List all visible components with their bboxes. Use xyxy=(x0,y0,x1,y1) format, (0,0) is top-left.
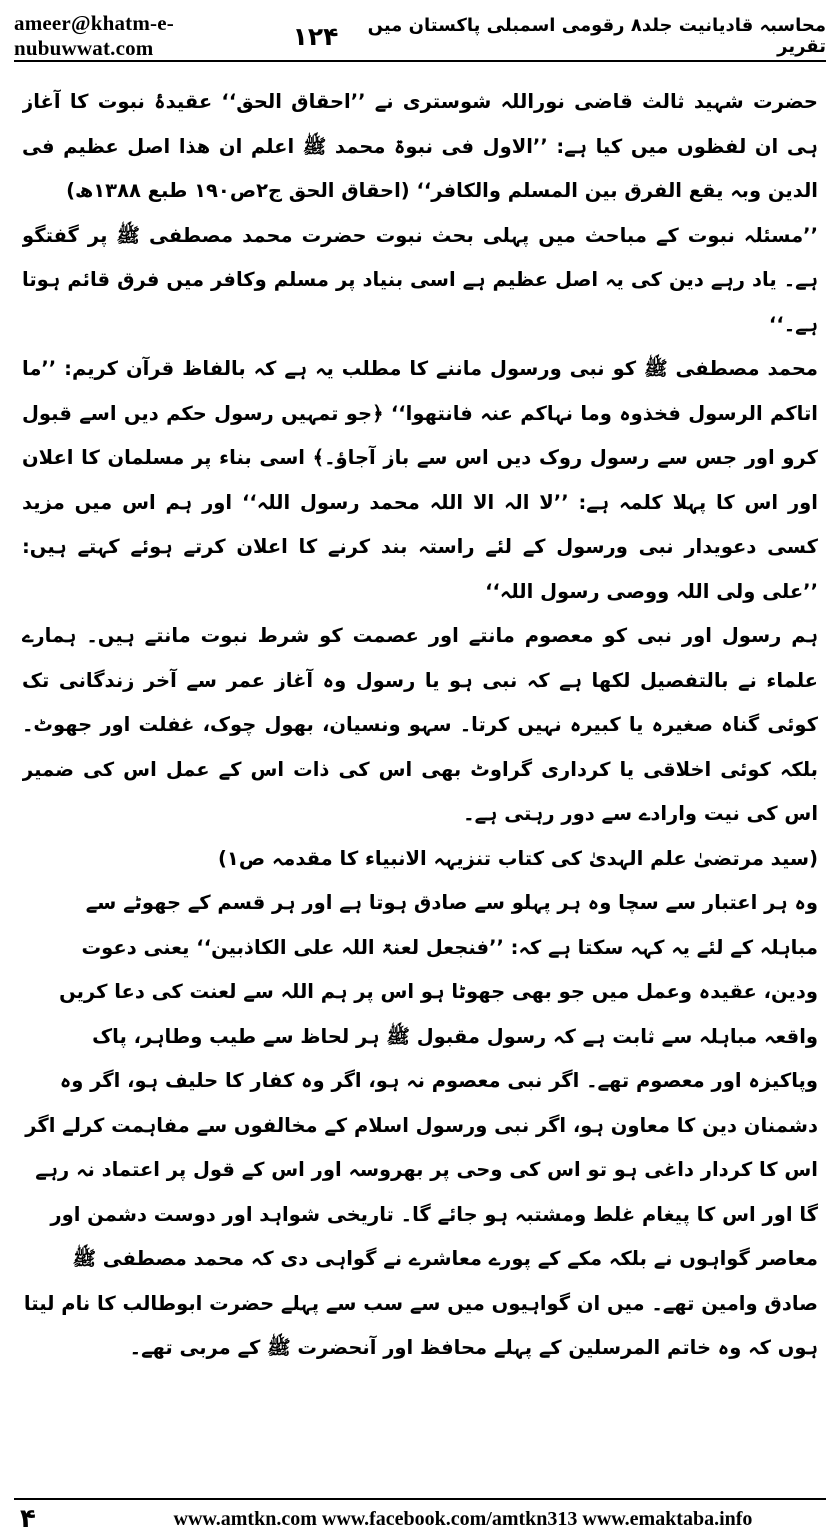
header-rule xyxy=(14,60,826,62)
paragraph-5: وہ ہر اعتبار سے سچا وہ ہر پہلو سے صادق ہوتا ہے اور ہر قسم کے جھوٹے سے مباہلہ کے لئے یہ کہہ سکتا ہے کہ: ’’فنجعل لعنۃ اللہ علی الکاذبین‘‘ یعنی دعوت ودین، عقیدہ وعمل میں جو بھی جھوٹا ہو اس پر ہم اللہ سے لعنت کی دعا کریں واقعہ مباہلہ سے ثابت ہے کہ رسول مقبول ﷺ ہر لحاظ سے طیب وطاہر، پاک وپاکیزہ اور معصوم تھے۔ اگر نبی معصوم نہ ہو، اگر وہ کفار کا حلیف ہو، اگر وہ دشمنان دین کا معاون ہو، اگر نبی ورسول اسلام کے مخالفوں سے مفاہمت کرلے اگر اس کا کردار داغی ہو تو اس کی وحی پر بھروسہ اور اس کے قول پر اعتماد نہ رہے گا اور اس کا پیغام غلط ومشتبہ ہو جائے گا۔ تاریخی شواہد اور دوست دشمن اور معاصر گواہوں نے بلکہ مکے کے پورے معاشرے نے گواہی دی کہ محمد مصطفی ﷺ صادق وامین تھے۔ میں ان گواہیوں میں سے سب سے پہلے حضرت ابوطالب کا نام لیتا ہوں کہ وہ خاتم المرسلین کے پہلے محافظ اور آنحضرت ﷺ کے مربی تھے۔ xyxy=(23,891,818,1359)
paragraph-2: ’’مسئلہ نبوت کے مباحث میں پہلی بحث نبوت حضرت محمد مصطفی ﷺ پر گفتگو ہے۔ یاد رہے دین کی یہ اصل عظیم ہے اسی بنیاد پر مسلم وکافر میں فرق قائم ہوتا ہے۔‘‘ xyxy=(22,223,818,336)
header-right xyxy=(293,15,826,57)
page-body xyxy=(22,80,818,1485)
paragraph-1: حضرت شہید ثالث قاضی نوراللہ شوستری نے ’’احقاق الحق‘‘ عقیدۂ نبوت کا آغاز ہی ان لفظوں میں کیا ہے: ’’الاول فی نبوۃ محمد ﷺ اعلم ان ھذا اصل عظیم فی الدین وبہ یقع الفرق بین المسلم والکافر‘‘ (احقاق الحق ج۲ص۱۹۰ طبع ۱۳۸۸ھ) xyxy=(22,90,818,202)
header-page-number: ۱۲۴ xyxy=(292,21,339,51)
page-footer xyxy=(14,1504,826,1534)
footer-page-number: ۴ xyxy=(20,1504,36,1534)
footer-links: www.amtkn.com www.facebook.com/amtkn313 www.emaktaba.info xyxy=(173,1507,753,1530)
page-header xyxy=(14,11,826,60)
paragraph-4: ہم رسول اور نبی کو معصوم مانتے اور عصمت کو شرط نبوت مانتے ہیں۔ ہمارے علماء نے بالتفصیل لکھا ہے کہ نبی ہو یا رسول وہ آغاز عمر سے آخر زندگانی تک کوئی گناہ صغیرہ یا کبیرہ نہیں کرتا۔ سہو ونسیان، بھول چوک، غفلت اور جھوٹ۔ بلکہ کوئی اخلاقی یا کرداری گراوٹ بھی اس کی ذات اس کے عمل اس کی ضمیر اس کی نیت وارادے سے دور رہتی ہے۔ xyxy=(22,624,818,825)
citation: (سید مرتضیٰ علم الہدیٰ کی کتاب تنزیہہ الانبیاء کا مقدمہ ص۱) xyxy=(217,846,818,870)
header-email: ameer@khatm-e-nubuwwat.com xyxy=(14,11,174,60)
footer-rule xyxy=(14,1498,826,1500)
paragraph-3: محمد مصطفی ﷺ کو نبی ورسول ماننے کا مطلب یہ ہے کہ بالفاظ قرآن کریم: ’’ما اتاکم الرسول فخذوہ وما نہاکم عنہ فانتھوا‘‘ ﴿جو تمہیں رسول حکم دیں اسے قبول کرو اور جس سے رسول روک دیں اس سے باز آجاؤ۔﴾ اسی بناء پر مسلمان کا اعلان اور اس کا پہلا کلمہ ہے: ’’لا الہ الا اللہ محمد رسول اللہ‘‘ اور ہم اس میں مزید کسی دعویدار نبی ورسول کے لئے راستہ بند کرنے کا اعلان کرتے ہوئے کہتے ہیں: ’’علی ولی اللہ ووصی رسول اللہ‘‘ xyxy=(22,357,818,603)
header-title: محاسبہ قادیانیت جلد۸ رقومی اسمبلی پاکستان میں تقریر xyxy=(367,15,826,57)
